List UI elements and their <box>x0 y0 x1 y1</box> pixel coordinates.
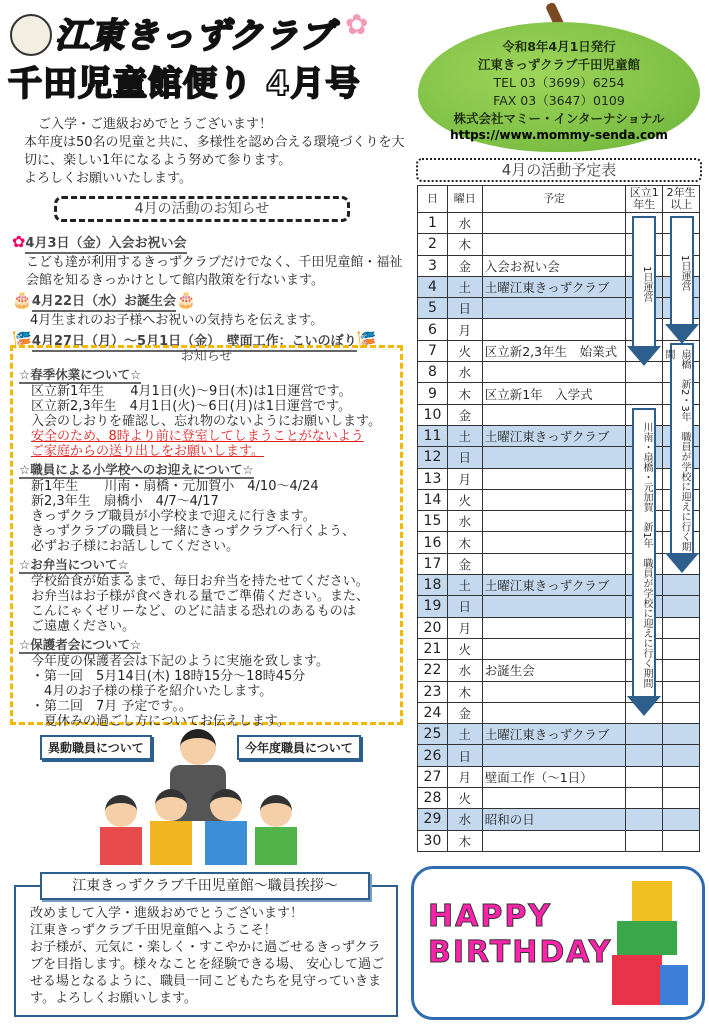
event-cell <box>482 362 626 383</box>
weekday-cell: 木 <box>447 830 482 851</box>
weekday-cell: 火 <box>447 489 482 510</box>
koinobori-icon: 🎏 <box>356 330 377 349</box>
event-cell <box>482 234 626 255</box>
day-cell: 10 <box>418 404 448 425</box>
line: こんにゃくゼリーなど、のどに詰まる恐れのあるものは <box>31 604 356 619</box>
weekday-cell: 日 <box>447 447 482 468</box>
line: 4月のお子様の様子を紹介いたします。 <box>31 684 273 699</box>
line: 学校給食が始まるまで、毎日お弁当を持たせてください。 <box>31 574 369 589</box>
event-cell <box>482 319 626 340</box>
line: ・第一回 5月14日(木) 18時15分～18時45分 <box>31 669 306 684</box>
day-cell: 30 <box>418 830 448 851</box>
section-body <box>19 479 394 554</box>
table-row <box>418 766 700 787</box>
col-grade2plus: 2年生以上 <box>663 186 700 213</box>
day-cell: 14 <box>418 489 448 510</box>
intro-line: よろしくお願いいたします。 <box>24 171 192 186</box>
line: きっずクラブの職員と一緒にきっずクラブへ行くよう、 <box>31 524 355 539</box>
weekday-cell: 日 <box>447 596 482 617</box>
table-row <box>418 489 700 510</box>
company: 株式会社マミー・インターナショナル <box>453 111 665 126</box>
table-row <box>418 788 700 809</box>
weekday-cell: 日 <box>447 298 482 319</box>
arrow-label: 1日運営 <box>641 265 652 303</box>
table-row <box>418 596 700 617</box>
grade2-cell <box>663 596 700 617</box>
day-cell: 27 <box>418 766 448 787</box>
grade2-cell <box>663 638 700 659</box>
mascot-icon <box>10 14 52 56</box>
activities <box>12 232 408 352</box>
grade2-cell <box>663 809 700 830</box>
event-cell <box>482 638 626 659</box>
line: 区立新1年生 4月1日(火)～9日(木)は1日運営です。 <box>31 384 352 399</box>
event-cell: 土曜江東きっずクラブ <box>482 425 626 446</box>
birthday-text: HAPPY BIRTHDAY <box>428 899 613 970</box>
table-row <box>418 575 700 596</box>
day-cell: 26 <box>418 745 448 766</box>
arrow-label: 扇橋 新2・3年 職員が学校に迎えに行く期間 <box>663 349 690 552</box>
greeting-box <box>14 885 398 1017</box>
weekday-cell: 月 <box>447 617 482 638</box>
grade2-cell <box>663 766 700 787</box>
day-cell: 6 <box>418 319 448 340</box>
weekday-cell: 月 <box>447 766 482 787</box>
day-cell: 9 <box>418 383 448 404</box>
arrow-head-icon <box>627 696 661 716</box>
section-body <box>19 384 394 459</box>
schedule-heading: 4月の活動予定表 <box>416 158 702 182</box>
weekday-cell: 月 <box>447 319 482 340</box>
weekday-cell: 土 <box>447 425 482 446</box>
table-row <box>418 255 700 276</box>
line: ・第二回 7月 予定です。。 <box>31 699 192 714</box>
day-cell: 2 <box>418 234 448 255</box>
weekday-cell: 金 <box>447 404 482 425</box>
activities-heading: 4月の活動のお知らせ <box>54 196 350 222</box>
weekday-cell: 木 <box>447 532 482 553</box>
grade2-cell <box>663 724 700 745</box>
line: 新2,3年生 扇橋小 4/7～4/17 <box>31 494 219 509</box>
weekday-cell: 火 <box>447 340 482 361</box>
weekday-cell: 水 <box>447 809 482 830</box>
weekday-cell: 日 <box>447 745 482 766</box>
activity-body: 4月生まれのお子様へお祝いの気持ちを伝えます。 <box>30 313 324 328</box>
grade1-cell <box>626 745 663 766</box>
grade2-cell <box>663 702 700 723</box>
grade2-cell <box>663 681 700 702</box>
table-row <box>418 660 700 681</box>
grade2-cell <box>663 830 700 851</box>
intro <box>24 116 409 188</box>
weekday-cell: 金 <box>447 255 482 276</box>
weekday-cell: 金 <box>447 702 482 723</box>
event-cell <box>482 213 626 234</box>
event-cell <box>482 447 626 468</box>
day-cell: 7 <box>418 340 448 361</box>
grade1-cell <box>626 788 663 809</box>
day-cell: 11 <box>418 425 448 446</box>
line: 新1年生 川南・扇橋・元加賀小 4/10～4/24 <box>31 479 319 494</box>
greeting-line: 改めまして入学・進級おめでとうございます！ <box>30 906 304 921</box>
table-row <box>418 809 700 830</box>
day-cell: 8 <box>418 362 448 383</box>
event-cell: 壁面工作（～1日） <box>482 766 626 787</box>
grade2-pickup-arrow <box>663 343 694 555</box>
koinobori-icon: 🎏 <box>12 330 32 349</box>
weekday-cell: 月 <box>447 468 482 489</box>
day-cell: 15 <box>418 511 448 532</box>
fax: FAX 03（3647）0109 <box>493 93 625 108</box>
table-row <box>418 745 700 766</box>
grade1-full-day-arrow <box>632 216 656 348</box>
warning-line: ご家庭からの送り出しをお願いします。 <box>31 444 264 459</box>
arrow-head-icon <box>665 553 699 573</box>
event-cell: お誕生会 <box>482 660 626 681</box>
greeting-line: 江東きっずクラブ千田児童館へようこそ！ <box>30 923 277 938</box>
grade1-cell <box>626 383 663 404</box>
activity-title: 4月22日（水）お誕生会 <box>32 293 176 312</box>
event-cell: 土曜江東きっずクラブ <box>482 276 626 297</box>
table-row <box>418 404 700 425</box>
weekday-cell: 木 <box>447 383 482 404</box>
grade2-cell <box>663 660 700 681</box>
day-cell: 29 <box>418 809 448 830</box>
weekday-cell: 水 <box>447 213 482 234</box>
title-line1: 江東きっずクラブ <box>55 16 334 56</box>
section-title: ☆職員による小学校へのお迎えについて☆ <box>19 462 254 477</box>
line: 今年度の保護者会は下記のように実施を致します。 <box>31 654 329 669</box>
table-row <box>418 383 700 404</box>
notice-box <box>10 345 403 729</box>
event-cell <box>482 553 626 574</box>
table-row <box>418 319 700 340</box>
line: 入会のしおりを確認し、忘れ物のないようにお願いします。 <box>31 414 381 429</box>
day-cell: 25 <box>418 724 448 745</box>
grade2-cell <box>663 617 700 638</box>
table-row <box>418 511 700 532</box>
cherry-blossom-icon: ✿ <box>345 8 369 41</box>
day-cell: 24 <box>418 702 448 723</box>
warning-line: 安全のため、8時より前に登室してしまうことがないよう <box>31 429 364 444</box>
grade1-cell <box>626 724 663 745</box>
website-link[interactable]: https://www.mommy-senda.com <box>450 128 668 142</box>
weekday-cell: 木 <box>447 681 482 702</box>
event-cell <box>482 404 626 425</box>
activity-title: 4月3日（金）入会お祝い会 <box>25 235 186 254</box>
arrow-head-icon <box>627 346 661 366</box>
table-row <box>418 638 700 659</box>
table-row <box>418 553 700 574</box>
event-cell <box>482 468 626 489</box>
arrow-label: 川南・扇橋・元加賀 新1年 職員が学校に迎えに行く期間 <box>641 421 652 689</box>
event-cell <box>482 745 626 766</box>
weekday-cell: 水 <box>447 511 482 532</box>
title-line2: 千田児童館便り 4月号 <box>8 64 361 104</box>
event-cell <box>482 617 626 638</box>
weekday-cell: 金 <box>447 553 482 574</box>
grade2-cell <box>663 575 700 596</box>
weekday-cell: 土 <box>447 724 482 745</box>
event-cell: 入会お祝い会 <box>482 255 626 276</box>
day-cell: 20 <box>418 617 448 638</box>
event-cell <box>482 298 626 319</box>
table-row <box>418 617 700 638</box>
birthday-card <box>411 866 705 1020</box>
day-cell: 19 <box>418 596 448 617</box>
grade1-cell <box>626 830 663 851</box>
table-row <box>418 276 700 297</box>
grade2-cell <box>663 788 700 809</box>
table-row <box>418 234 700 255</box>
day-cell: 3 <box>418 255 448 276</box>
table-row <box>418 425 700 446</box>
day-cell: 4 <box>418 276 448 297</box>
day-cell: 21 <box>418 638 448 659</box>
section-body <box>19 654 394 729</box>
line: 夏休みの過ごし方についてお伝えします。 <box>31 714 290 729</box>
table-row <box>418 447 700 468</box>
schedule-table <box>417 185 700 852</box>
grade2-full-day-arrow <box>670 216 694 326</box>
day-cell: 17 <box>418 553 448 574</box>
event-cell <box>482 788 626 809</box>
intro-line: 本年度は50名の児童と共に、多様性を認め合える環境づくりを大切に、楽しい1年になるよう努めて参ります。 <box>24 135 405 168</box>
day-cell: 23 <box>418 681 448 702</box>
event-cell: 区立新2,3年生 始業式 <box>482 340 626 361</box>
issue-date: 令和8年4月1日発行 <box>502 39 616 54</box>
weekday-cell: 火 <box>447 788 482 809</box>
event-cell <box>482 596 626 617</box>
line: 区立新2,3年生 4月1日(火)～6日(月)は1日運営です。 <box>31 399 352 414</box>
col-grade1: 区立1年生 <box>626 186 663 213</box>
cake-icon: 🎂 <box>176 290 196 309</box>
facility-name: 江東きっずクラブ千田児童館 <box>477 57 641 72</box>
grade1-cell <box>626 809 663 830</box>
table-row <box>418 532 700 553</box>
table-row <box>418 830 700 851</box>
contact-info <box>418 38 700 142</box>
weekday-cell: 水 <box>447 660 482 681</box>
day-cell: 28 <box>418 788 448 809</box>
event-cell: 土曜江東きっずクラブ <box>482 575 626 596</box>
notice-heading: お知らせ <box>180 349 233 364</box>
day-cell: 16 <box>418 532 448 553</box>
current-staff-button[interactable]: 今年度職員について <box>237 735 361 760</box>
event-cell <box>482 681 626 702</box>
table-row <box>418 724 700 745</box>
activity-title: 4月27日（月）～5月1日（金） 壁面工作：こいのぼり <box>32 333 357 352</box>
table-row <box>418 213 700 234</box>
activity-body: こども達が利用するきっずクラブだけでなく、千田児童館・福祉会館を知るきっかけとして館内散策を行ないます。 <box>26 255 403 288</box>
grade1-cell <box>626 766 663 787</box>
event-cell <box>482 830 626 851</box>
day-cell: 5 <box>418 298 448 319</box>
section-body <box>19 574 394 634</box>
col-day: 日 <box>418 186 448 213</box>
table-row <box>418 468 700 489</box>
event-cell <box>482 511 626 532</box>
line: お弁当はお子様が食べきれる量でご準備ください。また、 <box>31 589 370 604</box>
day-cell: 13 <box>418 468 448 489</box>
grade1-pickup-arrow <box>632 408 656 698</box>
intro-line: ご入学・ご進級おめでとうございます！ <box>38 117 273 132</box>
cake-icon: 🎂 <box>12 290 32 309</box>
col-weekday: 曜日 <box>447 186 482 213</box>
event-cell <box>482 489 626 510</box>
day-cell: 1 <box>418 213 448 234</box>
weekday-cell: 土 <box>447 276 482 297</box>
line: きっずクラブ職員が小学校まで迎えに行きます。 <box>31 509 316 524</box>
section-title: ☆保護者会について☆ <box>19 637 142 652</box>
event-cell <box>482 532 626 553</box>
line: 必ずお子様にお話ししてください。 <box>31 539 240 554</box>
greeting-line: お子様が、元気に・楽しく・すこやかに過ごせるきっずクラブを目指します。様々なことを経験できる場、 安心して過ごせる場となるように、職員一同こどもたちを見守っていきます。よろしくお願いします。 <box>30 940 385 1006</box>
grade2-cell <box>663 745 700 766</box>
weekday-cell: 土 <box>447 575 482 596</box>
greeting-heading: 江東きっずクラブ千田児童館～職員挨拶～ <box>40 872 370 900</box>
event-cell <box>482 702 626 723</box>
day-cell: 18 <box>418 575 448 596</box>
flower-icon: ✿ <box>12 232 26 251</box>
event-cell: 土曜江東きっずクラブ <box>482 724 626 745</box>
event-cell: 昭和の日 <box>482 809 626 830</box>
arrow-head-icon <box>665 324 699 344</box>
line: ご遠慮ください。 <box>31 619 136 634</box>
tel: TEL 03（3699）6254 <box>493 75 625 90</box>
col-event: 予定 <box>482 186 626 213</box>
day-cell: 12 <box>418 447 448 468</box>
arrow-label: 1日運営 <box>679 254 690 292</box>
section-title: ☆春季休業について☆ <box>19 367 142 382</box>
transfer-staff-button[interactable]: 異動職員について <box>40 735 152 760</box>
section-title: ☆お弁当について☆ <box>19 557 129 572</box>
table-header <box>418 186 700 213</box>
table-row <box>418 298 700 319</box>
weekday-cell: 木 <box>447 234 482 255</box>
weekday-cell: 火 <box>447 638 482 659</box>
weekday-cell: 水 <box>447 362 482 383</box>
event-cell: 区立新1年 入学式 <box>482 383 626 404</box>
day-cell: 22 <box>418 660 448 681</box>
gift-boxes-icon <box>612 881 688 1009</box>
